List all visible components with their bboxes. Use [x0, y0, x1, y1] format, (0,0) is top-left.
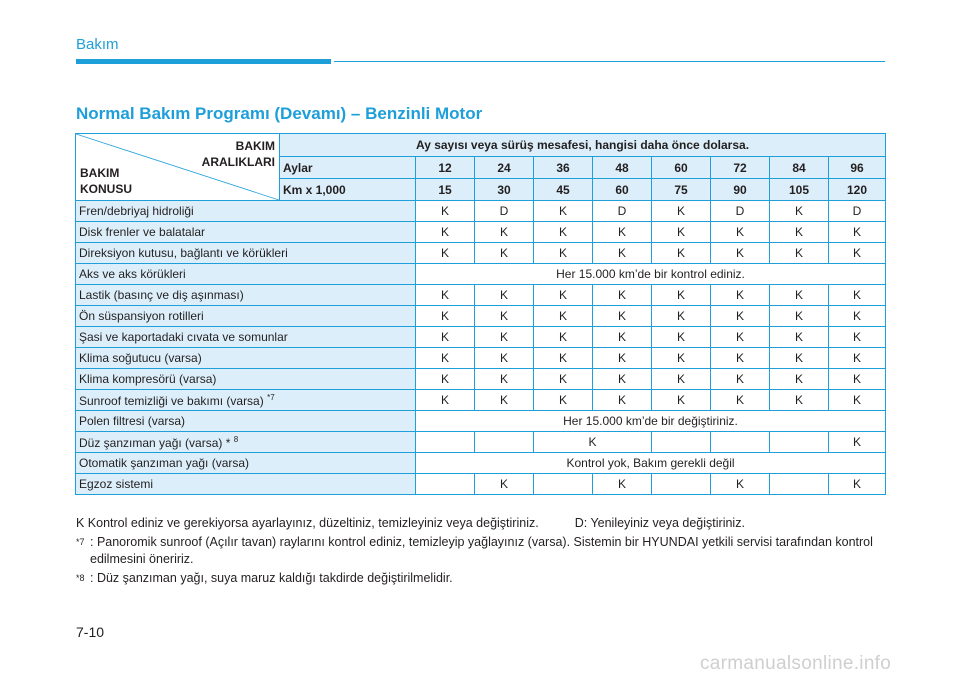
watermark: carmanualsonline.info — [700, 653, 892, 674]
page-number: 7-10 — [76, 624, 105, 640]
row-value-cell: K — [829, 348, 886, 369]
row-value-cell: K — [652, 222, 711, 243]
row-value-cell: K — [593, 369, 652, 390]
row-value-cell: K — [829, 327, 886, 348]
corner-bottom-label: BAKIM KONUSU — [80, 166, 133, 196]
notes — [76, 515, 896, 587]
row-value-cell — [652, 432, 711, 453]
row-value-cell: D — [829, 201, 886, 222]
note-8-mark: *8 — [76, 573, 85, 583]
row-value-cell: K — [416, 369, 475, 390]
row-value-cell: K — [475, 390, 534, 411]
header-bar-thick — [76, 59, 331, 64]
row-value-cell: K — [652, 327, 711, 348]
row-value-cell: K — [770, 201, 829, 222]
row-item-label: Ön süspansiyon rotilleri — [76, 306, 416, 327]
row-item-label: Sunroof temizliği ve bakımı (varsa) $^{*7}$ — [76, 390, 416, 411]
row-value-cell: K — [416, 390, 475, 411]
row-value-cell: K — [534, 201, 593, 222]
months-label: Aylar — [280, 157, 416, 179]
row-value-cell: K — [652, 243, 711, 264]
row-span-note: Her 15.000 km’de bir kontrol ediniz. — [416, 264, 886, 285]
row-value-cell: K — [770, 285, 829, 306]
row-value-cell: K — [593, 390, 652, 411]
row-value-cell: K — [711, 474, 770, 495]
row-item-label: Aks ve aks körükleri — [76, 264, 416, 285]
row-value-cell: K — [416, 243, 475, 264]
row-value-cell — [770, 474, 829, 495]
row-value-cell: K — [534, 285, 593, 306]
row-item-label: Lastik (basınç ve diş aşınması) — [76, 285, 416, 306]
row-item-label: Fren/debriyaj hidroliği — [76, 201, 416, 222]
row-span-note: Her 15.000 km’de bir değiştiriniz. — [416, 411, 886, 432]
row-value-cell: K — [711, 222, 770, 243]
row-value-cell: K — [593, 306, 652, 327]
row-value-cell: K — [652, 348, 711, 369]
month-cell: 48 — [593, 157, 652, 179]
month-cell: 36 — [534, 157, 593, 179]
table-main-header: Ay sayısı veya sürüş mesafesi, hangisi daha önce dolarsa. — [280, 134, 886, 157]
month-cell: 12 — [416, 157, 475, 179]
row-item-label: Klima soğutucu (varsa) — [76, 348, 416, 369]
row-value-cell: K — [829, 474, 886, 495]
row-value-cell: K — [534, 243, 593, 264]
row-value-cell — [534, 474, 593, 495]
row-value-cell: K — [711, 348, 770, 369]
row-value-cell: K — [416, 306, 475, 327]
km-cell: 60 — [593, 179, 652, 201]
note-7 — [76, 534, 896, 568]
row-value-cell: K — [770, 348, 829, 369]
row-value-cell: K — [711, 306, 770, 327]
row-value-cell: K — [829, 222, 886, 243]
section-label: Bakım — [76, 36, 119, 53]
footnote-ref: *7 — [267, 392, 275, 402]
table-row — [76, 474, 886, 495]
row-value-cell: D — [711, 201, 770, 222]
row-value-cell: K — [711, 243, 770, 264]
note-7-mark: *7 — [76, 537, 85, 547]
table-row — [76, 306, 886, 327]
header-bar-thin — [334, 61, 885, 62]
row-item-label: Şasi ve kaportadaki cıvata ve somunlar — [76, 327, 416, 348]
row-value-cell: K — [652, 369, 711, 390]
note-8-text: : Düz şanzıman yağı, suya maruz kaldığı takdirde değiştirilmelidir. — [90, 571, 453, 585]
row-value-cell: K — [829, 306, 886, 327]
row-value-cell: K — [652, 306, 711, 327]
km-cell: 45 — [534, 179, 593, 201]
note-8 — [76, 570, 896, 587]
row-value-cell: K — [829, 390, 886, 411]
table-row — [76, 348, 886, 369]
row-value-cell: K — [416, 348, 475, 369]
row-value-cell: K — [416, 222, 475, 243]
row-value-cell: K — [475, 327, 534, 348]
month-cell: 24 — [475, 157, 534, 179]
table-row — [76, 243, 886, 264]
row-value-cell: K — [829, 369, 886, 390]
table-row — [76, 369, 886, 390]
table-corner-cell — [76, 134, 280, 201]
row-value-cell: K — [416, 327, 475, 348]
table-row — [76, 390, 886, 411]
footnote-ref: 8 — [233, 434, 239, 444]
row-value-cell: K — [534, 306, 593, 327]
row-value-cell — [416, 474, 475, 495]
row-value-cell: K — [475, 222, 534, 243]
row-value-cell: K — [475, 306, 534, 327]
row-value-cell: K — [534, 327, 593, 348]
row-value-cell: K — [652, 285, 711, 306]
table-row — [76, 453, 886, 474]
table-row — [76, 285, 886, 306]
km-cell: 105 — [770, 179, 829, 201]
row-item-label: Otomatik şanzıman yağı (varsa) — [76, 453, 416, 474]
month-cell: 84 — [770, 157, 829, 179]
row-value-cell: K — [829, 432, 886, 453]
row-value-cell: K — [770, 390, 829, 411]
row-value-cell: K — [475, 369, 534, 390]
row-value-cell: K — [770, 306, 829, 327]
row-value-cell: K — [711, 369, 770, 390]
row-item-label: Polen filtresi (varsa) — [76, 411, 416, 432]
row-value-cell: K — [534, 348, 593, 369]
row-value-cell: K — [593, 285, 652, 306]
row-item-label: Direksiyon kutusu, bağlantı ve körükleri — [76, 243, 416, 264]
km-cell: 30 — [475, 179, 534, 201]
row-value-cell: K — [711, 327, 770, 348]
corner-top-label: BAKIM ARALIKLARI — [201, 139, 275, 169]
row-item-label: Klima kompresörü (varsa) — [76, 369, 416, 390]
table-row — [76, 411, 886, 432]
row-value-cell: K — [829, 285, 886, 306]
table-row — [76, 264, 886, 285]
row-value-cell: K — [770, 327, 829, 348]
row-value-cell — [770, 432, 829, 453]
month-cell: 96 — [829, 157, 886, 179]
row-value-cell — [475, 432, 534, 453]
row-value-cell: D — [475, 201, 534, 222]
row-span-note: Kontrol yok, Bakım gerekli değil — [416, 453, 886, 474]
table-row — [76, 432, 886, 453]
month-cell: 72 — [711, 157, 770, 179]
legend-d: D: Yenileyiniz veya değiştiriniz. — [574, 516, 745, 530]
table-row — [76, 327, 886, 348]
row-value-cell — [711, 432, 770, 453]
km-cell: 15 — [416, 179, 475, 201]
row-value-cell: K — [593, 243, 652, 264]
row-item-label: Düz şanzıman yağı (varsa) * $^8$ — [76, 432, 416, 453]
row-value-cell — [652, 474, 711, 495]
row-value-cell: K — [593, 222, 652, 243]
km-cell: 75 — [652, 179, 711, 201]
row-value-cell: K — [534, 390, 593, 411]
km-label: Km x 1,000 — [280, 179, 416, 201]
table-row — [76, 201, 886, 222]
maintenance-table — [75, 133, 886, 495]
row-value-cell: K — [593, 474, 652, 495]
page-title: Normal Bakım Programı (Devamı) – Benzinli Motor — [76, 104, 483, 123]
row-value-cell: K — [475, 285, 534, 306]
row-value-cell: K — [475, 474, 534, 495]
legend-row — [76, 515, 896, 532]
row-value-cell: K — [475, 243, 534, 264]
row-value-cell: K — [770, 243, 829, 264]
row-value-cell: K — [593, 348, 652, 369]
row-value-cell: K — [711, 390, 770, 411]
row-item-label: Egzoz sistemi — [76, 474, 416, 495]
note-7-text: : Panoromik sunroof (Açılır tavan) raylarını kontrol ediniz, temizleyip yağlayınız (varsa). Sistemin bir HYUNDAI yetkili servisi tarafından kontrol edilmesini öneririz. — [90, 535, 873, 566]
row-value-cell: K — [534, 222, 593, 243]
row-value-cell: K — [593, 327, 652, 348]
row-value-cell: K — [416, 285, 475, 306]
row-value-cell: K — [770, 222, 829, 243]
row-item-label: Disk frenler ve balatalar — [76, 222, 416, 243]
row-value-cell: D — [593, 201, 652, 222]
row-value-cell: K — [652, 201, 711, 222]
row-value-cell: K — [475, 348, 534, 369]
row-value-cell: K — [652, 390, 711, 411]
row-value-cell — [416, 432, 475, 453]
table-row — [76, 222, 886, 243]
legend-k: K Kontrol ediniz ve gerekiyorsa ayarlayınız, düzeltiniz, temizleyiniz veya değiştiriniz. — [76, 516, 539, 530]
row-value-cell: K — [770, 369, 829, 390]
row-value-cell: K — [711, 285, 770, 306]
row-value-cell: K — [416, 201, 475, 222]
row-value-cell: K — [534, 432, 652, 453]
row-value-cell: K — [534, 369, 593, 390]
month-cell: 60 — [652, 157, 711, 179]
km-cell: 90 — [711, 179, 770, 201]
row-value-cell: K — [829, 243, 886, 264]
km-cell: 120 — [829, 179, 886, 201]
